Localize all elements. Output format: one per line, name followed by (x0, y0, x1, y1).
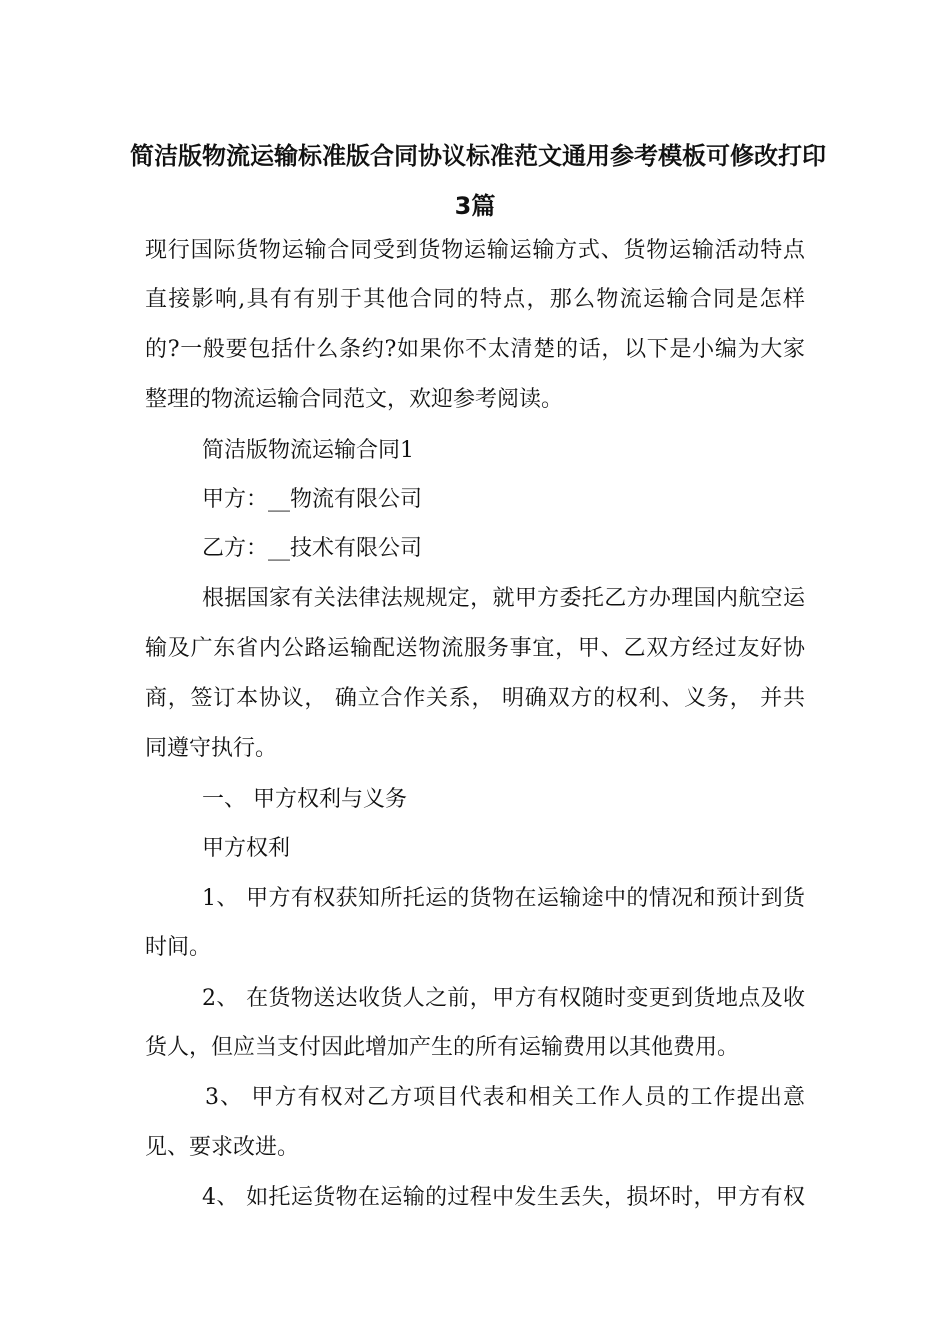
subsection-heading: 甲方权利 (202, 836, 291, 861)
intro-line-2: 直接影响,具有有别于其他合同的特点，那么物流运输合同是怎样 (145, 287, 805, 312)
preamble-line-4: 同遵守执行。 (145, 736, 278, 761)
section-1-heading: 一、 甲方权利与义务 (202, 787, 407, 812)
clause-4-line-1: 4、 如托运货物在运输的过程中发生丢失，损坏时，甲方有权 (202, 1185, 805, 1210)
clause-1-line-1: 1、 甲方有权获知所托运的货物在运输途中的情况和预计到货 (202, 886, 805, 911)
clause-3-line-2: 见、要求改进。 (145, 1135, 300, 1160)
intro-line-4: 整理的物流运输合同范文，欢迎参考阅读。 (145, 387, 564, 412)
clause-1-line-2: 时间。 (145, 935, 212, 960)
document-title-line-2: 3篇 (454, 192, 496, 220)
document-title-line-1: 简洁版物流运输标准版合同协议标准范文通用参考模板可修改打印 (130, 142, 826, 170)
intro-line-1: 现行国际货物运输合同受到货物运输运输方式、货物运输活动特点 (145, 238, 805, 263)
contract-heading: 简洁版物流运输合同1 (202, 438, 414, 463)
clause-2-line-2: 货人，但应当支付因此增加产生的所有运输费用以其他费用。 (145, 1035, 740, 1060)
preamble-line-1: 根据国家有关法律法规规定，就甲方委托乙方办理国内航空运 (202, 586, 805, 611)
party-b: 乙方：__技术有限公司 (202, 536, 423, 561)
clause-3-line-1: 3、 甲方有权对乙方项目代表和相关工作人员的工作提出意 (205, 1085, 805, 1110)
intro-line-3: 的?一般要包括什么条约?如果你不太清楚的话，以下是小编为大家 (145, 337, 805, 362)
preamble-line-3: 商，签订本协议， 确立合作关系， 明确双方的权利、义务， 并共 (145, 686, 805, 711)
preamble-line-2: 输及广东省内公路运输配送物流服务事宜，甲、乙双方经过友好协 (145, 636, 805, 661)
clause-2-line-1: 2、 在货物送达收货人之前，甲方有权随时变更到货地点及收 (202, 986, 805, 1011)
party-a: 甲方：__物流有限公司 (202, 487, 423, 512)
